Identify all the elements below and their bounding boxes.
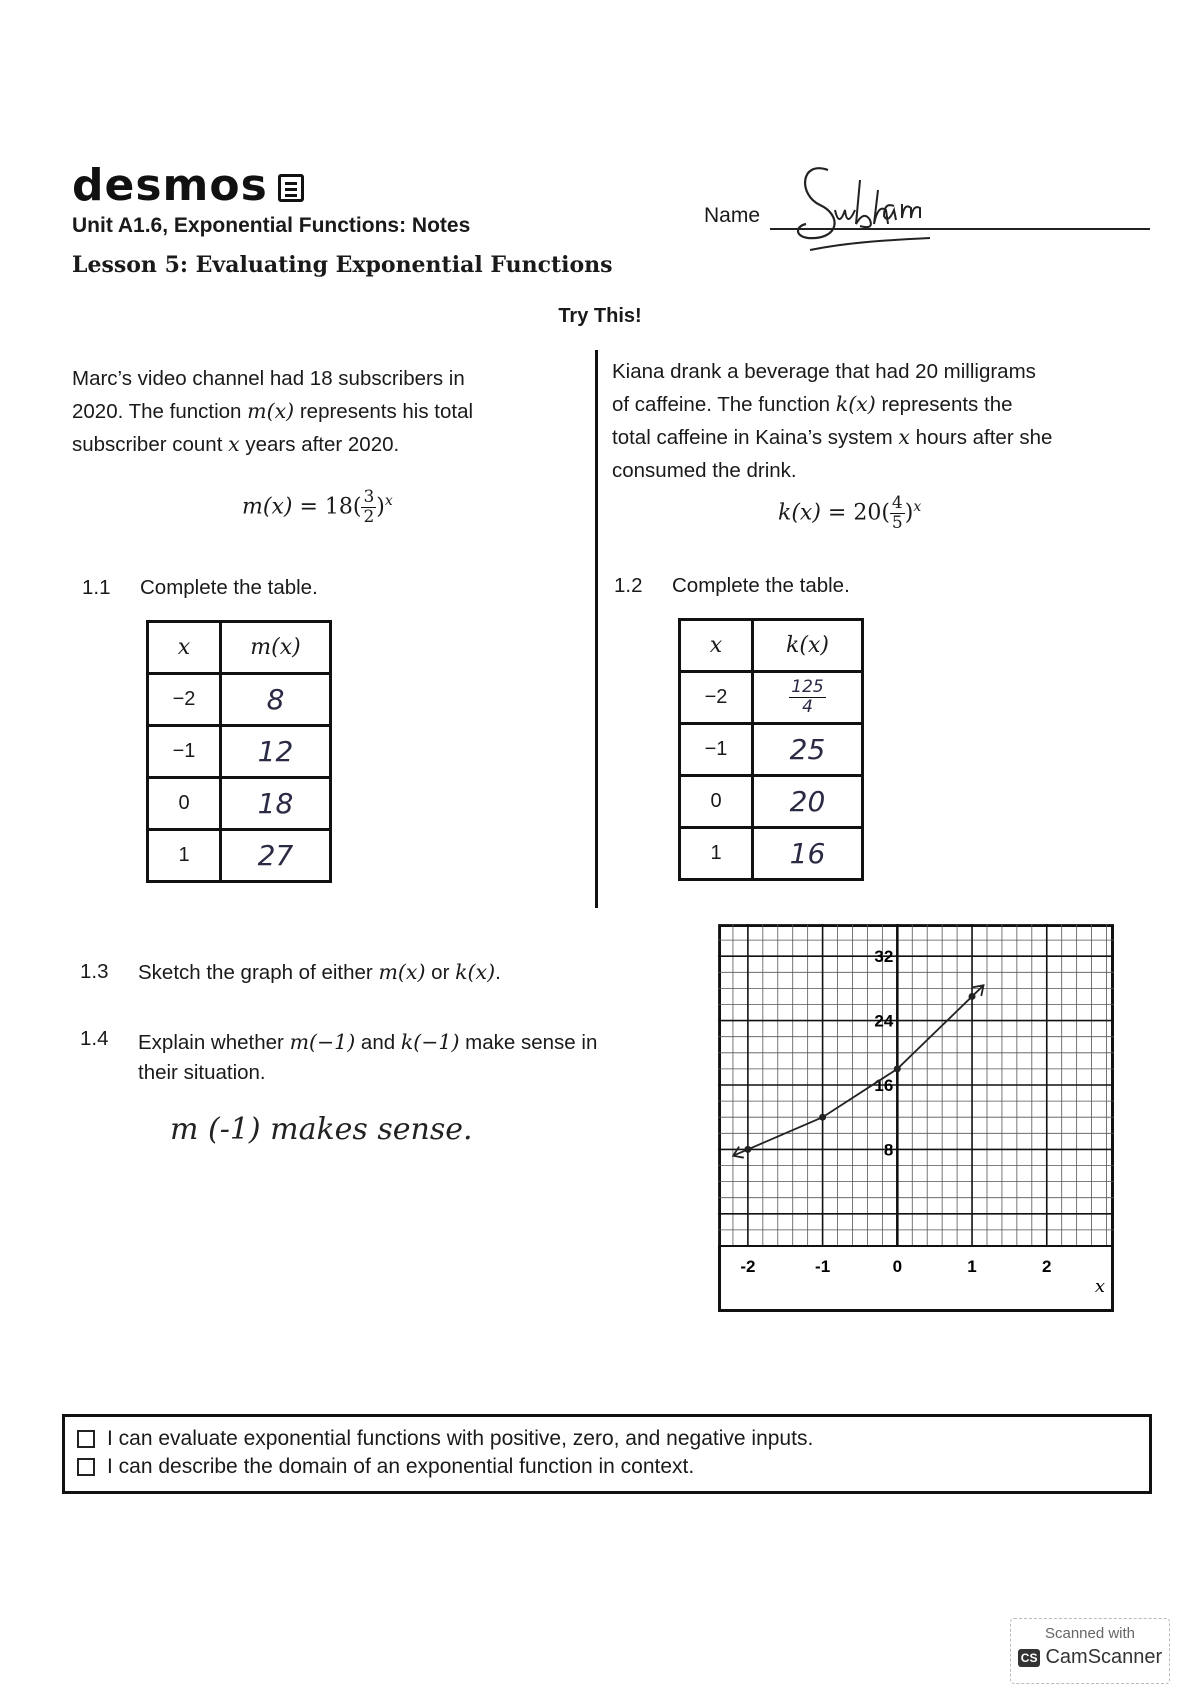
notes-icon [278,174,304,202]
data-point [819,1114,826,1121]
question-1-2-text: Complete the table. [672,574,850,597]
question-1-3-number: 1.3 [80,960,109,983]
question-1-1-number: 1.1 [82,576,111,599]
handwritten-answer: 25 [753,724,863,776]
x-tick-label: -2 [740,1257,756,1276]
y-tick-label: 24 [874,1011,894,1031]
k-table-header-x: x [680,620,753,672]
x-tick-label: 2 [1042,1257,1052,1276]
handwritten-answer-1-4: m (-1) makes sense. [170,1112,473,1147]
m-table-header-fx: m(x) [221,622,331,674]
table-row: 1 16 [680,828,863,880]
right-intro-line-1: Kiana drank a beverage that had 20 milligrams [612,360,1036,383]
question-1-2-number: 1.2 [614,574,643,597]
y-tick-label: 32 [874,947,894,967]
table-row: −1 12 [148,726,331,778]
table-row: −1 25 [680,724,863,776]
camscanner-watermark [1010,1618,1170,1684]
handwritten-name-signature [790,150,970,260]
right-intro-line-2: of caffeine. The function k(x) represents the [612,392,1013,416]
x-tick-label: -1 [815,1257,831,1276]
table-row: −2 $\frac{125}{4}$ [680,672,863,724]
y-tick-label: 8 [883,1140,894,1160]
goal-checkbox[interactable] [77,1458,95,1476]
watermark-line-2: CS CamScanner [1011,1646,1169,1669]
handwritten-answer: 18 [221,778,331,830]
handwritten-answer: 27 [221,830,331,882]
k-table [678,618,864,881]
table-row: 0 20 [680,776,863,828]
x-tick-label: 0 [892,1257,903,1276]
unit-title: Unit A1.6, Exponential Functions: Notes [72,214,471,237]
column-divider [595,350,598,908]
lesson-title: Lesson 5: Evaluating Exponential Functions [72,252,613,278]
m-table-header-x: x [148,622,221,674]
question-1-1-text: Complete the table. [140,576,318,599]
y-tick-label: 16 [874,1076,894,1095]
left-formula: m(x) = 18( $\frac{3}{2}$ )$^x$ [242,487,393,527]
k-table-header-fx: k(x) [753,620,863,672]
watermark-line-1: Scanned with [1044,1625,1136,1642]
table-row: 0 18 [148,778,331,830]
goal-item: I can evaluate exponential functions with positive, zero, and negative inputs. [77,1427,813,1451]
table-row: −2 8 [148,674,331,726]
brand-text: desmos [72,160,268,211]
handwritten-answer: $\frac{125}{4}$ [753,672,863,724]
right-intro-line-3: total caffeine in Kaina’s system x hours after she [612,425,1053,449]
sketch-graph [718,924,1114,1312]
right-problem-text [612,355,1132,487]
handwritten-answer: 8 [221,674,331,726]
right-formula: k(x) = 20( $\frac{4}{5}$ )$^x$ [778,493,922,533]
goal-checkbox[interactable] [77,1430,95,1448]
right-intro-line-4: consumed the drink. [612,459,797,482]
learning-goals-panel [62,1414,1152,1494]
x-axis-label: x [1094,1276,1106,1297]
table-row: 1 27 [148,830,331,882]
desmos-logo [72,160,304,211]
x-tick-label: 1 [967,1257,977,1276]
handwritten-answer: 12 [221,726,331,778]
goal-item: I can describe the domain of an exponential function in context. [77,1455,694,1479]
m-table [146,620,332,883]
left-intro-line-2: 2020. The function m(x) represents his total [72,399,474,423]
left-intro-line-3: subscriber count x years after 2020. [72,432,400,456]
data-point [894,1065,901,1072]
left-problem-text [72,362,542,461]
camscanner-icon: CS [1018,1649,1041,1667]
question-1-4-text: Explain whether m(−1) and k(−1) make sense in their situation. [138,1030,598,1084]
name-label: Name [704,204,761,227]
section-title: Try This! [558,305,642,327]
handwritten-answer: 16 [753,828,863,880]
left-intro-line-1: Marc’s video channel had 18 subscribers in [72,367,465,390]
handwritten-answer: 20 [753,776,863,828]
graph-frame [720,926,1113,1311]
question-1-4-number: 1.4 [80,1027,109,1050]
question-1-3-text: Sketch the graph of either m(x) or k(x). [138,960,501,984]
